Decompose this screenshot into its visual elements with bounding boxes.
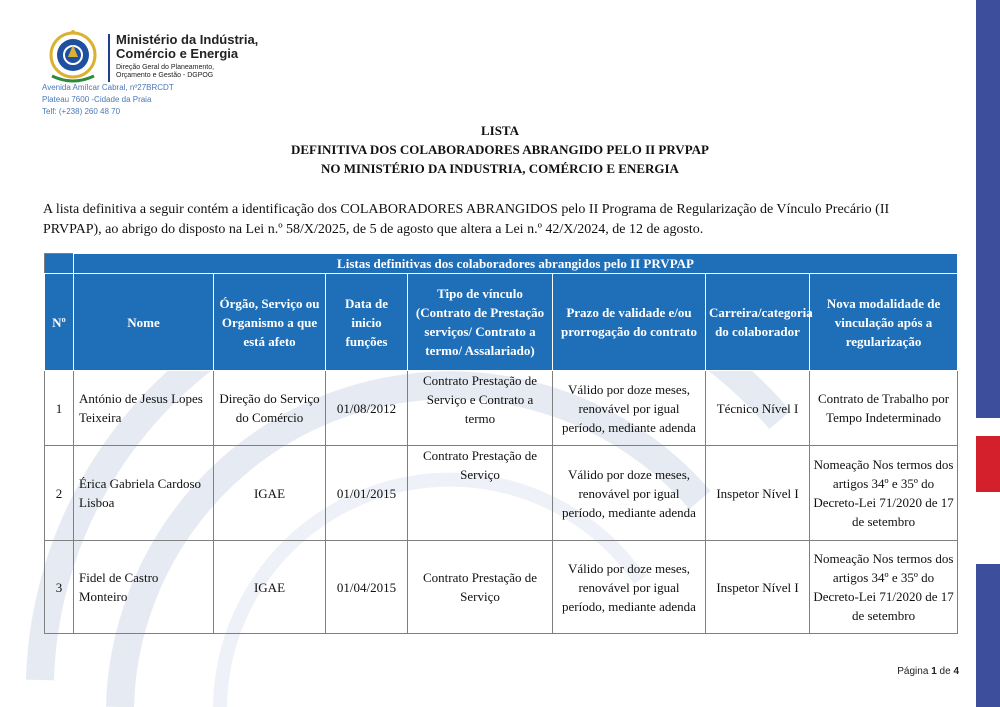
cell-career: Técnico Nível I bbox=[706, 371, 810, 446]
col-header-num: Nº bbox=[45, 274, 74, 371]
address-block bbox=[42, 82, 174, 118]
address-line3: Telf: (+238) 260 48 70 bbox=[42, 107, 121, 116]
page-total: 4 bbox=[953, 666, 959, 677]
cell-new-mode: Contrato de Trabalho por Tempo Indeterminado bbox=[810, 371, 958, 446]
side-bar-red bbox=[976, 436, 1000, 492]
col-header-career: Carreira/categoria do colaborador bbox=[706, 274, 810, 371]
table-caption-corner bbox=[45, 254, 74, 274]
document-title bbox=[0, 121, 1000, 178]
title-line3: NO MINISTÉRIO DA INDUSTRIA, COMÉRCIO E ENERGIA bbox=[321, 161, 679, 176]
page-of: de bbox=[939, 666, 951, 677]
ministry-block bbox=[116, 33, 258, 80]
directorate-line2: Orçamento e Gestão - DGPOG bbox=[116, 72, 214, 79]
table-row bbox=[45, 371, 958, 446]
cell-validity: Válido por doze meses, renovável por igual período, mediante adenda bbox=[553, 446, 706, 541]
cell-new-mode: Nomeação Nos termos dos artigos 34º e 35º do Decreto-Lei 71/2020 de 17 de setembro bbox=[810, 541, 958, 634]
cell-start: 01/08/2012 bbox=[326, 371, 408, 446]
cell-career: Inspetor Nível I bbox=[706, 541, 810, 634]
page-label: Página bbox=[897, 666, 929, 677]
col-header-link-type: Tipo de vínculo (Contrato de Prestação serviços/ Contrato a termo/ Assalariado) bbox=[408, 274, 553, 371]
cell-num: 3 bbox=[45, 541, 74, 634]
cell-num: 1 bbox=[45, 371, 74, 446]
cell-organ: IGAE bbox=[214, 541, 326, 634]
title-line1: LISTA bbox=[480, 123, 520, 138]
address-line2: Plateau 7600 -Cidade da Praia bbox=[42, 95, 152, 104]
cell-num: 2 bbox=[45, 446, 74, 541]
col-header-name: Nome bbox=[74, 274, 214, 371]
national-emblem-icon bbox=[42, 30, 104, 88]
cell-link-type: Contrato Prestação de Serviço bbox=[408, 446, 553, 541]
side-decoration bbox=[976, 0, 1000, 707]
table-caption: Listas definitivas dos colaboradores abrangidos pelo II PRVPAP bbox=[74, 254, 958, 274]
cell-start: 01/01/2015 bbox=[326, 446, 408, 541]
ministry-name-line1: Ministério da Indústria, bbox=[116, 32, 259, 47]
side-bar-blue-top bbox=[976, 0, 1000, 418]
cell-link-type: Contrato Prestação de Serviço e Contrato a termo bbox=[408, 371, 553, 446]
col-header-start: Data de inicio funções bbox=[326, 274, 408, 371]
table-row bbox=[45, 446, 958, 541]
col-header-organ: Órgão, Serviço ou Organismo a que está afeto bbox=[214, 274, 326, 371]
cell-link-type: Contrato Prestação de Serviço bbox=[408, 541, 553, 634]
cell-new-mode: Nomeação Nos termos dos artigos 34º e 35º do Decreto-Lei 71/2020 de 17 de setembro bbox=[810, 446, 958, 541]
page-current: 1 bbox=[931, 666, 937, 677]
intro-paragraph: A lista definitiva a seguir contém a identificação dos COLABORADORES ABRANGIDOS pelo II Programa de Regularização de Vínculo Precário (II PRVPAP), ao abrigo do disposto na Lei n.º 58/X/2025, de 5 de agosto que altera a Lei n.º 42/X/2024, de 12 de agosto. bbox=[43, 202, 890, 237]
cell-start: 01/04/2015 bbox=[326, 541, 408, 634]
cell-name: Érica Gabriela Cardoso Lisboa bbox=[74, 446, 214, 541]
title-line2: DEFINITIVA DOS COLABORADORES ABRANGIDO PELO II PRVPAP bbox=[290, 142, 709, 157]
cell-name: Fidel de Castro Monteiro bbox=[74, 541, 214, 634]
col-header-validity: Prazo de validade e/ou prorrogação do contrato bbox=[553, 274, 706, 371]
cell-validity: Válido por doze meses, renovável por igual período, mediante adenda bbox=[553, 371, 706, 446]
directorate-line1: Direção Geral do Planeamento, bbox=[116, 64, 215, 71]
cell-career: Inspetor Nível I bbox=[706, 446, 810, 541]
cell-organ: IGAE bbox=[214, 446, 326, 541]
side-bar-blue-bottom bbox=[976, 564, 1000, 707]
col-header-new-mode: Nova modalidade de vinculação após a regularização bbox=[810, 274, 958, 371]
address-line1: Avenida Amílcar Cabral, nº27BRCDT bbox=[42, 83, 174, 92]
cell-validity: Válido por doze meses, renovável por igual período, mediante adenda bbox=[553, 541, 706, 634]
page-number bbox=[897, 666, 959, 677]
ministry-name-line2: Comércio e Energia bbox=[116, 46, 239, 61]
cell-name: António de Jesus Lopes Teixeira bbox=[74, 371, 214, 446]
header-divider bbox=[108, 34, 110, 82]
table-row bbox=[45, 541, 958, 634]
collaborators-table bbox=[44, 253, 958, 634]
cell-organ: Direção do Serviço do Comércio bbox=[214, 371, 326, 446]
